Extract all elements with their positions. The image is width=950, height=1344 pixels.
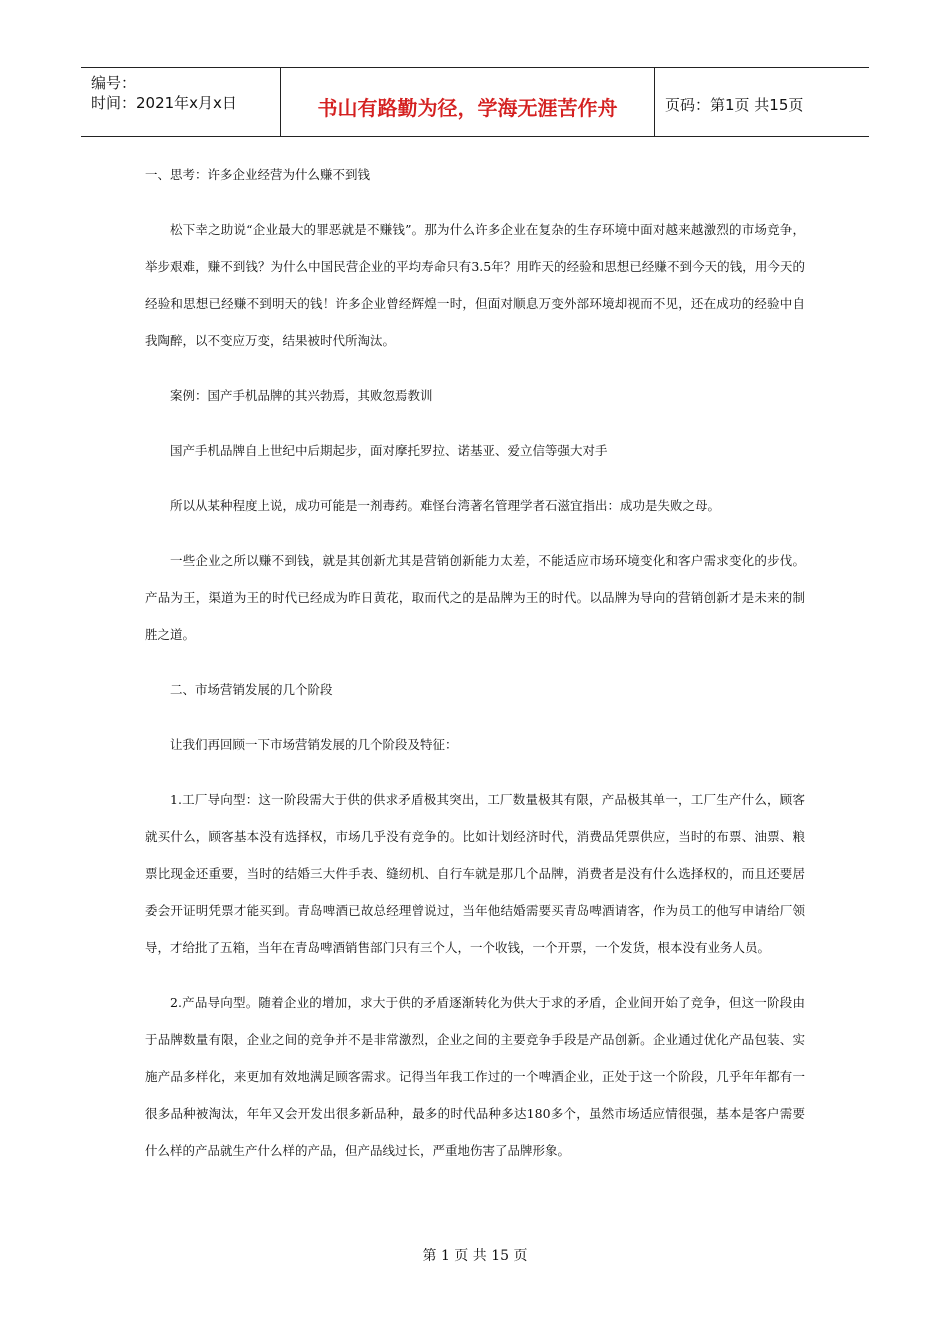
page-footer: 第 1 页 共 15 页 bbox=[422, 1248, 528, 1264]
document-body bbox=[145, 156, 805, 1187]
paragraph-1: 松下幸之助说“企业最大的罪恶就是不赚钱”。那为什么许多企业在复杂的生存环境中面对越来越激烈的市场竞争，举步艰难，赚不到钱？为什么中国民营企业的平均寿命只有3.5年？用昨天的经验和思想已经赚不到今天的钱，用今天的经验和思想已经赚不到明天的钱！许多企业曾经辉煌一时，但面对顺息万变外部环境却视而不见，还在成功的经验中自我陶醉，以不变应万变，结果被时代所淘汰。 bbox=[145, 222, 805, 348]
header-middle-cell bbox=[281, 68, 655, 136]
header-left-cell bbox=[81, 68, 281, 136]
paragraph-7: 2.产品导向型。随着企业的增加，求大于供的矛盾逐渐转化为供大于求的矛盾，企业间开始了竞争，但这一阶段由于品牌数量有限，企业之间的竞争并不是非常激烈，企业之间的主要竞争手段是产品创新。企业通过优化产品包装、实施产品多样化，来更加有效地满足顾客需求。记得当年我工作过的一个啤酒企业，正处于这一个阶段，几乎年年都有一很多品种被淘汰，年年又会开发出很多新品种，最多的时代品种多达180多个，虽然市场适应情很强，基本是客户需要什么样的产品就生产什么样的产品，但产品线过长，严重地伤害了品牌形象。 bbox=[145, 995, 805, 1158]
case-title: 案例：国产手机品牌的其兴勃焉，其败忽焉教训 bbox=[170, 388, 433, 403]
section-heading-1: 一、思考：许多企业经营为什么赚不到钱 bbox=[145, 167, 371, 182]
date-label: 时间：2021年x月x日 bbox=[91, 94, 237, 112]
number-label: 编号： bbox=[91, 74, 137, 92]
paragraph-6: 1.工厂导向型：这一阶段需大于供的供求矛盾极其突出，工厂数量极其有限，产品极其单一，工厂生产什么，顾客就买什么，顾客基本没有选择权，市场几乎没有竞争的。比如计划经济时代，消费品凭票供应，当时的布票、油票、粮票比现金还重要，当时的结婚三大件手表、缝纫机、自行车就是那几个品牌，消费者是没有什么选择权的，而且还要居委会开证明凭票才能买到。青岛啤酒已故总经理曾说过，当年他结婚需要买青岛啤酒请客，作为员工的他写申请给厂领导，才给批了五箱，当年在青岛啤酒销售部门只有三个人，一个收钱，一个开票，一个发货，根本没有业务人员。 bbox=[145, 792, 805, 955]
page-info: 页码：第1页 共15页 bbox=[665, 96, 804, 114]
paragraph-5: 让我们再回顾一下市场营销发展的几个阶段及特征： bbox=[170, 737, 458, 752]
section-heading-2: 二、市场营销发展的几个阶段 bbox=[170, 682, 333, 697]
document-header bbox=[81, 67, 869, 137]
paragraph-4: 一些企业之所以赚不到钱，就是其创新尤其是营销创新能力太差，不能适应市场环境变化和客户需求变化的步伐。产品为王，渠道为王的时代已经成为昨日黄花，取而代之的是品牌为王的时代。以品牌为导向的营销创新才是未来的制胜之道。 bbox=[145, 553, 805, 642]
header-right-cell bbox=[655, 68, 869, 136]
paragraph-2: 国产手机品牌自上世纪中后期起步，面对摩托罗拉、诺基亚、爱立信等强大对手 bbox=[170, 443, 608, 458]
motto: 书山有路勤为径，学海无涯苦作舟 bbox=[317, 96, 618, 120]
paragraph-3: 所以从某种程度上说，成功可能是一剂毒药。难怪台湾著名管理学者石滋宜指出：成功是失败之母。 bbox=[170, 498, 721, 513]
